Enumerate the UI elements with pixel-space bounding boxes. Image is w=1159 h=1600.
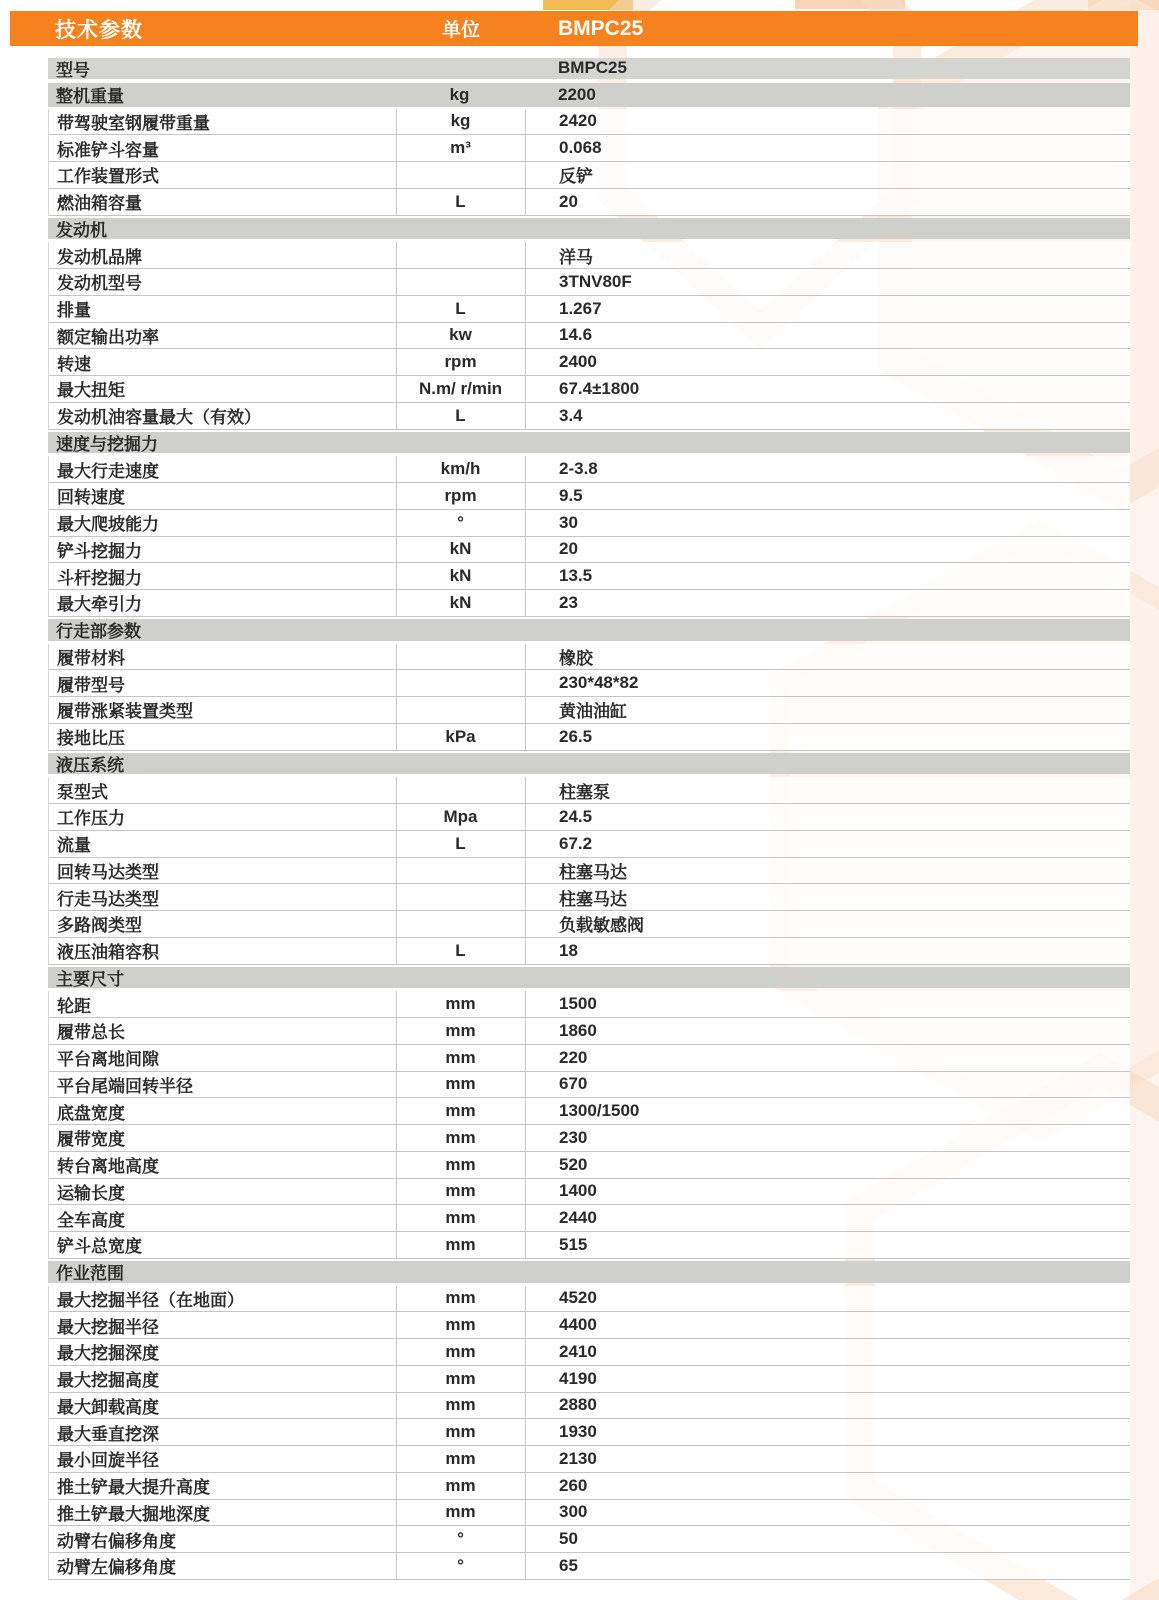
table-row	[48, 1286, 1130, 1313]
table-row	[48, 1125, 1130, 1152]
spec-label: 行走部参数	[56, 622, 141, 642]
spec-unit: mm	[445, 1101, 476, 1121]
spec-value: 黄油油缸	[559, 702, 627, 722]
table-row	[48, 1232, 1130, 1259]
spec-unit: Mpa	[443, 806, 478, 826]
table-row	[48, 590, 1130, 617]
spec-label: 行走马达类型	[57, 889, 159, 909]
spec-unit	[396, 884, 525, 910]
spec-unit: °	[457, 1529, 464, 1549]
spec-label: 履带材料	[57, 648, 125, 668]
spec-value: 柱塞马达	[559, 889, 627, 909]
spec-label: 工作压力	[57, 809, 125, 829]
section-row	[48, 430, 1130, 457]
spec-value: 65	[559, 1555, 578, 1575]
table-header-bar	[10, 11, 1138, 46]
spec-value: 230*48*82	[559, 673, 639, 693]
spec-unit: mm	[445, 1047, 476, 1067]
spec-unit: N.m/ r/min	[418, 378, 503, 398]
table-row	[48, 135, 1130, 162]
spec-label: 多路阀类型	[57, 916, 142, 936]
spec-table	[48, 55, 1130, 1580]
spec-unit: mm	[445, 1448, 476, 1468]
table-row	[48, 1072, 1130, 1099]
spec-label: 发动机	[56, 220, 107, 240]
spec-label: 斗杆挖掘力	[57, 568, 142, 588]
spec-label: 最大爬坡能力	[57, 515, 159, 535]
spec-value: 反铲	[559, 167, 593, 187]
spec-unit: mm	[445, 1181, 476, 1201]
table-row	[48, 242, 1130, 269]
spec-unit: mm	[445, 1288, 476, 1308]
spec-label: 推土铲最大掘地深度	[57, 1504, 210, 1524]
section-row	[48, 216, 1130, 243]
spec-label: 全车高度	[57, 1210, 125, 1230]
spec-label: 轮距	[57, 996, 91, 1016]
spec-value: 20	[559, 191, 578, 211]
table-row	[48, 670, 1130, 697]
table-row	[48, 269, 1130, 296]
spec-value: 0.068	[559, 138, 602, 158]
unit-column-header: 单位	[441, 20, 480, 41]
section-row	[48, 751, 1130, 778]
spec-value: 柱塞泵	[559, 782, 610, 802]
spec-unit: mm	[445, 1234, 476, 1254]
spec-unit: °	[457, 512, 464, 532]
spec-label: 最大扭矩	[57, 381, 125, 401]
spec-label: 液压油箱容积	[57, 943, 159, 963]
spec-label: 最大挖掘半径	[57, 1317, 159, 1337]
table-row	[48, 537, 1130, 564]
spec-label: 泵型式	[57, 782, 108, 802]
table-row	[48, 1553, 1130, 1580]
table-row	[48, 296, 1130, 323]
spec-value: 220	[559, 1047, 588, 1067]
spec-unit	[396, 162, 525, 188]
spec-label: 平台尾端回转半径	[57, 1076, 193, 1096]
spec-value: 50	[559, 1529, 578, 1549]
spec-unit: km/h	[440, 459, 481, 479]
spec-label: 动臂右偏移角度	[57, 1531, 176, 1551]
section-row	[48, 965, 1130, 992]
table-row	[48, 1419, 1130, 1446]
spec-unit: mm	[445, 1127, 476, 1147]
spec-label: 履带宽度	[57, 1130, 125, 1150]
spec-label: 最大垂直挖深	[57, 1424, 159, 1444]
spec-value: 670	[559, 1074, 588, 1094]
spec-value: 3TNV80F	[559, 271, 632, 291]
spec-value: 230	[559, 1127, 588, 1147]
spec-value: 260	[559, 1475, 588, 1495]
table-row	[48, 884, 1130, 911]
spec-unit: kN	[449, 539, 472, 559]
spec-value: 18	[559, 940, 578, 960]
spec-unit: mm	[445, 1502, 476, 1522]
spec-unit	[396, 777, 525, 803]
spec-unit: kw	[449, 325, 472, 345]
spec-value: 520	[559, 1154, 588, 1174]
spec-value: 300	[559, 1502, 588, 1522]
spec-value: 14.6	[559, 325, 593, 345]
section-row	[48, 1259, 1130, 1286]
spec-label: 履带总长	[57, 1023, 125, 1043]
spec-label: 流量	[57, 836, 91, 856]
spec-label: 最大挖掘半径（在地面）	[57, 1290, 244, 1310]
spec-value: 2130	[559, 1448, 597, 1468]
spec-unit: L	[455, 833, 466, 853]
spec-label: 燃油箱容量	[57, 194, 142, 214]
spec-label: 动臂左偏移角度	[57, 1558, 176, 1578]
spec-value: 23	[559, 592, 578, 612]
spec-value: 67.4±1800	[559, 378, 640, 398]
table-row	[48, 189, 1130, 216]
spec-label: 回转速度	[57, 488, 125, 508]
spec-value: 负载敏感阀	[559, 916, 644, 936]
spec-unit: rpm	[444, 485, 477, 505]
spec-label: 推土铲最大提升高度	[57, 1478, 210, 1498]
spec-value: 20	[559, 539, 578, 559]
spec-value: 2420	[559, 111, 597, 131]
spec-label: 速度与挖掘力	[56, 434, 158, 454]
table-row	[48, 858, 1130, 885]
table-row	[48, 831, 1130, 858]
spec-unit: kg	[449, 84, 470, 104]
table-row	[48, 1312, 1130, 1339]
spec-unit: mm	[445, 1422, 476, 1442]
spec-label: 最小回旋半径	[57, 1451, 159, 1471]
spec-unit	[396, 269, 525, 295]
spec-value: 4400	[559, 1315, 597, 1335]
spec-label: 最大牵引力	[57, 595, 142, 615]
spec-label: 转台离地高度	[57, 1157, 159, 1177]
spec-value: 2440	[559, 1208, 597, 1228]
table-row	[48, 403, 1130, 430]
table-row	[48, 1152, 1130, 1179]
spec-value: 24.5	[559, 806, 593, 826]
table-row	[48, 55, 1130, 82]
spec-unit: mm	[445, 994, 476, 1014]
spec-unit: mm	[445, 1341, 476, 1361]
spec-label: 发动机型号	[57, 274, 142, 294]
table-row	[48, 510, 1130, 537]
spec-label: 最大挖掘高度	[57, 1371, 159, 1391]
spec-label: 作业范围	[56, 1264, 124, 1284]
spec-unit	[396, 858, 525, 884]
spec-label: 整机重量	[56, 87, 124, 107]
table-row	[48, 1205, 1130, 1232]
spec-unit: mm	[445, 1154, 476, 1174]
spec-unit	[396, 644, 525, 670]
spec-value: 2-3.8	[559, 459, 598, 479]
spec-label: 发动机油容量最大（有效）	[57, 408, 261, 428]
table-row	[48, 376, 1130, 403]
spec-unit: L	[455, 940, 466, 960]
spec-value: 9.5	[559, 485, 583, 505]
spec-value: 30	[559, 512, 578, 532]
spec-unit: L	[455, 191, 466, 211]
spec-label: 发动机品牌	[57, 247, 142, 267]
table-row	[48, 1098, 1130, 1125]
table-row	[48, 1179, 1130, 1206]
table-row	[48, 991, 1130, 1018]
table-row	[48, 1045, 1130, 1072]
spec-value: 67.2	[559, 833, 593, 853]
spec-unit	[396, 911, 525, 937]
spec-value: 3.4	[559, 405, 583, 425]
spec-unit	[396, 670, 525, 696]
spec-value: 1.267	[559, 298, 602, 318]
spec-label: 主要尺寸	[56, 969, 124, 989]
table-row	[48, 1473, 1130, 1500]
spec-label: 最大挖掘深度	[57, 1344, 159, 1364]
spec-label: 运输长度	[57, 1183, 125, 1203]
table-row	[48, 777, 1130, 804]
table-row	[48, 483, 1130, 510]
spec-value: 橡胶	[559, 648, 593, 668]
model-column-header: BMPC25	[558, 16, 644, 40]
section-row	[48, 617, 1130, 644]
table-row	[48, 1446, 1130, 1473]
spec-value: 4190	[559, 1368, 597, 1388]
table-row	[48, 938, 1130, 965]
spec-value: 2200	[558, 84, 596, 104]
table-row	[48, 563, 1130, 590]
table-row	[48, 162, 1130, 189]
spec-label: 履带型号	[57, 675, 125, 695]
table-row	[48, 82, 1130, 109]
spec-label: 工作装置形式	[57, 167, 159, 187]
spec-value: 2410	[559, 1341, 597, 1361]
spec-label: 最大行走速度	[57, 461, 159, 481]
spec-label: 额定输出功率	[57, 327, 159, 347]
spec-label: 回转马达类型	[57, 862, 159, 882]
spec-unit: L	[455, 405, 466, 425]
spec-label: 铲斗总宽度	[57, 1237, 142, 1257]
spec-value: 26.5	[559, 726, 593, 746]
table-row	[48, 1393, 1130, 1420]
spec-value: 515	[559, 1234, 588, 1254]
spec-label: 接地比压	[57, 729, 125, 749]
spec-value: 2400	[559, 352, 597, 372]
spec-label: 履带涨紧装置类型	[57, 702, 193, 722]
spec-label: 液压系统	[56, 755, 124, 775]
table-row	[48, 1339, 1130, 1366]
table-row	[48, 456, 1130, 483]
spec-unit: mm	[445, 1208, 476, 1228]
spec-unit: mm	[445, 1074, 476, 1094]
table-row	[48, 911, 1130, 938]
spec-unit: mm	[445, 1395, 476, 1415]
table-row	[48, 1500, 1130, 1527]
spec-value: 4520	[559, 1288, 597, 1308]
spec-unit: mm	[445, 1020, 476, 1040]
spec-value: BMPC25	[558, 58, 627, 78]
table-row	[48, 323, 1130, 350]
spec-value: 1860	[559, 1020, 597, 1040]
spec-value: 1300/1500	[559, 1101, 640, 1121]
spec-label: 平台离地间隙	[57, 1050, 159, 1070]
spec-unit: mm	[445, 1315, 476, 1335]
table-row	[48, 109, 1130, 136]
spec-unit: kPa	[445, 726, 476, 746]
spec-label: 排量	[57, 301, 91, 321]
spec-unit: rpm	[444, 352, 477, 372]
spec-unit	[396, 697, 525, 723]
spec-unit: kN	[449, 592, 472, 612]
page-title: 技术参数	[55, 18, 143, 42]
spec-unit	[396, 242, 525, 268]
table-row	[48, 644, 1130, 671]
spec-unit: kg	[450, 111, 471, 131]
spec-label: 最大卸载高度	[57, 1397, 159, 1417]
spec-label: 转速	[57, 354, 91, 374]
spec-label: 带驾驶室钢履带重量	[57, 113, 210, 133]
spec-value: 1400	[559, 1181, 597, 1201]
table-row	[48, 1018, 1130, 1045]
spec-value: 柱塞马达	[559, 862, 627, 882]
spec-label: 铲斗挖掘力	[57, 541, 142, 561]
spec-unit: L	[455, 298, 466, 318]
spec-unit: kN	[449, 566, 472, 586]
spec-label: 标准铲斗容量	[57, 140, 159, 160]
spec-value: 洋马	[559, 247, 593, 267]
spec-unit: mm	[445, 1475, 476, 1495]
spec-label: 底盘宽度	[57, 1103, 125, 1123]
table-row	[48, 804, 1130, 831]
spec-value: 2880	[559, 1395, 597, 1415]
table-row	[48, 349, 1130, 376]
spec-unit: m³	[450, 138, 471, 158]
spec-unit	[395, 58, 524, 79]
table-row	[48, 697, 1130, 724]
spec-value: 1500	[559, 994, 597, 1014]
spec-unit: °	[457, 1555, 464, 1575]
spec-unit: mm	[445, 1368, 476, 1388]
table-row	[48, 1366, 1130, 1393]
spec-value: 1930	[559, 1422, 597, 1442]
table-row	[48, 724, 1130, 751]
spec-label: 型号	[56, 60, 90, 80]
table-row	[48, 1526, 1130, 1553]
spec-value: 13.5	[559, 566, 593, 586]
